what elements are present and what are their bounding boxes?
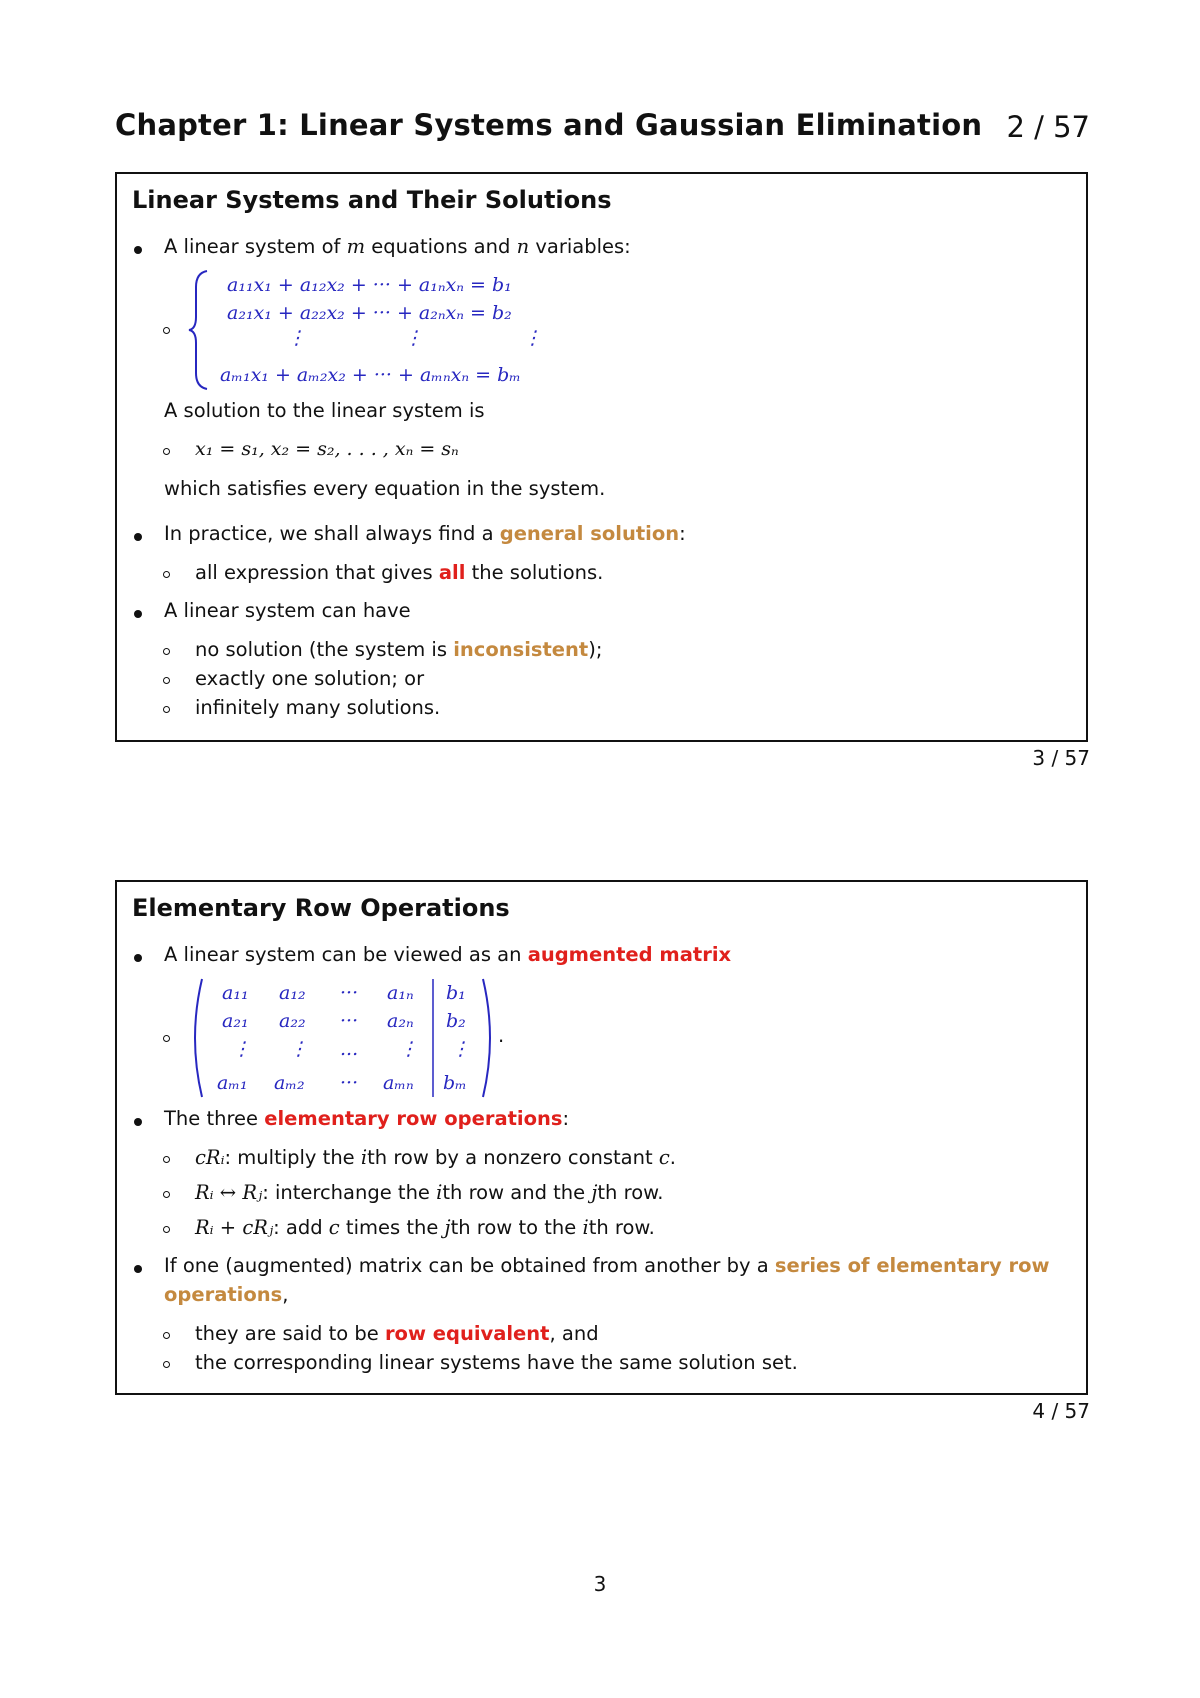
sub-bullet-icon <box>163 1035 170 1042</box>
sub-bullet-text: the corresponding linear systems have the same solution set. <box>195 1351 798 1374</box>
matrix-cell: ··· <box>340 1010 359 1032</box>
bullet-icon <box>134 246 142 254</box>
sub-bullet-icon <box>163 1191 170 1198</box>
equation-row-1: a₁₁x₁ + a₁₂x₂ + ··· + a₁ₙxₙ = b₁ <box>227 274 512 296</box>
matrix-cell: a₂₁ <box>222 1010 249 1032</box>
right-paren-icon <box>480 977 498 1099</box>
left-paren-icon <box>187 977 205 1099</box>
solution-outro: which satisfies every equation in the system. <box>164 477 606 500</box>
matrix-cell: ⋮ <box>399 1038 418 1060</box>
bullet-text-continued: operations, <box>164 1283 289 1306</box>
sub-bullet-icon <box>163 1361 170 1368</box>
solution-equation: x₁ = s₁, x₂ = s₂, . . . , xₙ = sₙ <box>195 438 459 460</box>
matrix-cell: ⋮ <box>451 1038 470 1060</box>
page-header-title: Chapter 1: Linear Systems and Gaussian Elimination <box>115 108 983 142</box>
matrix-cell: a₁₂ <box>279 982 306 1004</box>
equation-vdots: ⋮ <box>404 327 423 349</box>
left-brace-icon <box>187 269 211 391</box>
slide-page-number: 4 / 57 <box>1032 1399 1090 1423</box>
slide-page-number: 3 / 57 <box>1032 746 1090 770</box>
matrix-divider <box>432 979 436 1097</box>
equation-row-m: aₘ₁x₁ + aₘ₂x₂ + ··· + aₘₙxₙ = bₘ <box>220 364 521 386</box>
sub-bullet-icon <box>163 1226 170 1233</box>
matrix-cell: a₁ₙ <box>387 982 414 1004</box>
bullet-text: A linear system of m equations and n variables: <box>164 235 631 258</box>
matrix-cell: ⋮ <box>289 1038 308 1060</box>
matrix-cell: ⋮ <box>232 1038 251 1060</box>
sub-bullet-text: Rᵢ ↔ Rⱼ: interchange the ith row and the jth row. <box>195 1181 664 1204</box>
matrix-cell: aₘ₁ <box>217 1072 248 1094</box>
slide-title: Elementary Row Operations <box>132 894 510 922</box>
matrix-period: . <box>498 1024 505 1047</box>
equation-vdots: ⋮ <box>523 327 542 349</box>
footer-page-number: 3 <box>593 1572 607 1596</box>
bullet-icon <box>134 610 142 618</box>
slide-elementary-row-operations <box>115 880 1088 1395</box>
sub-bullet-text: cRᵢ: multiply the ith row by a nonzero constant c. <box>195 1146 676 1169</box>
sub-bullet-icon <box>163 648 170 655</box>
equation-row-2: a₂₁x₁ + a₂₂x₂ + ··· + a₂ₙxₙ = b₂ <box>227 302 512 324</box>
matrix-cell: aₘₙ <box>383 1072 414 1094</box>
bullet-icon <box>134 954 142 962</box>
sub-bullet-icon <box>163 677 170 684</box>
slide-linear-systems <box>115 172 1088 742</box>
sub-bullet-text: infinitely many solutions. <box>195 696 441 719</box>
bullet-text: In practice, we shall always find a general solution: <box>164 522 686 545</box>
sub-bullet-icon <box>163 1156 170 1163</box>
sub-bullet-icon <box>163 448 170 455</box>
matrix-cell: b₂ <box>446 1010 466 1032</box>
bullet-icon <box>134 1265 142 1273</box>
matrix-cell: a₁₁ <box>222 982 249 1004</box>
sub-bullet-icon <box>163 1332 170 1339</box>
equation-vdots: ⋮ <box>287 327 306 349</box>
bullet-text: If one (augmented) matrix can be obtained from another by a series of elementary row <box>164 1254 1050 1277</box>
sub-bullet-text: exactly one solution; or <box>195 667 425 690</box>
matrix-cell: bₘ <box>443 1072 467 1094</box>
matrix-cell: b₁ <box>446 982 466 1004</box>
bullet-text: A linear system can have <box>164 599 411 622</box>
sub-bullet-text: Rᵢ + cRⱼ: add c times the jth row to the ith row. <box>195 1216 655 1239</box>
matrix-cell: a₂₂ <box>279 1010 306 1032</box>
sub-bullet-text: all expression that gives all the solutions. <box>195 561 604 584</box>
bullet-icon <box>134 1118 142 1126</box>
matrix-cell: ··· <box>340 1072 359 1094</box>
sub-bullet-text: no solution (the system is inconsistent); <box>195 638 603 661</box>
sub-bullet-icon <box>163 706 170 713</box>
solution-intro: A solution to the linear system is <box>164 399 485 422</box>
matrix-cell: aₘ₂ <box>274 1072 305 1094</box>
sub-bullet-text: they are said to be row equivalent, and <box>195 1322 599 1345</box>
matrix-cell: ··· <box>340 982 359 1004</box>
sub-bullet-icon <box>163 327 170 334</box>
bullet-text: The three elementary row operations: <box>164 1107 570 1130</box>
sub-bullet-icon <box>163 571 170 578</box>
bullet-text: A linear system can be viewed as an augmented matrix <box>164 943 732 966</box>
bullet-icon <box>134 533 142 541</box>
slide-title: Linear Systems and Their Solutions <box>132 186 612 214</box>
page-header-number: 2 / 57 <box>1006 110 1090 144</box>
matrix-cell: ... <box>340 1038 359 1060</box>
matrix-cell: a₂ₙ <box>387 1010 414 1032</box>
